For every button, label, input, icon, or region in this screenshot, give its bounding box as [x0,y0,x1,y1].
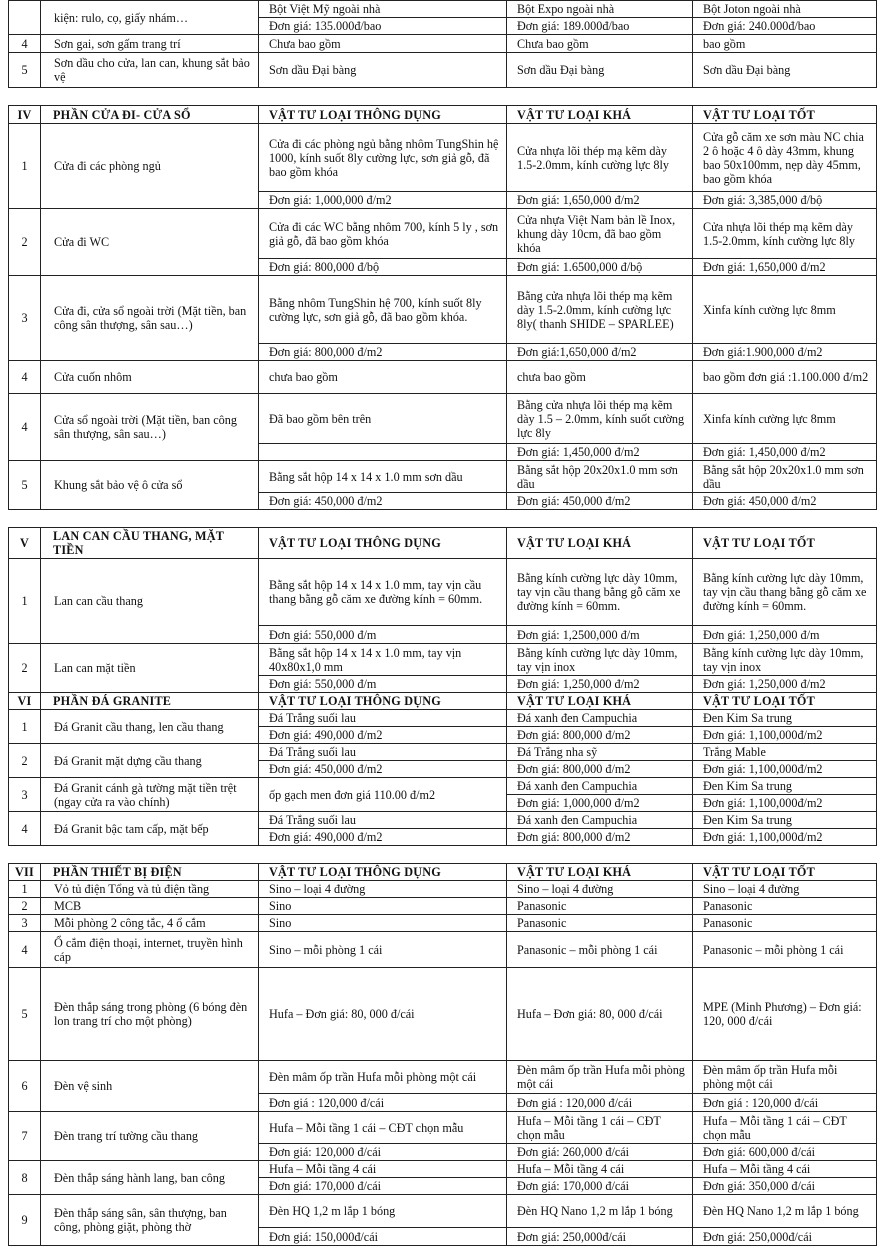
table-row [9,898,877,915]
grade-common-price: Đơn giá: 135.000đ/bao [259,18,507,35]
grade-fair-spec: Đèn mâm ốp trần Hufa mỗi phòng một cái [507,1061,693,1094]
grade-fair-spec: Bằng kính cường lực dày 10mm, tay vịn cầu thang bằng gỗ căm xe đường kính = 60mm. [507,559,693,626]
row-number: 4 [9,361,41,394]
row-number: 3 [9,915,41,932]
section-title: PHẦN THIẾT BỊ ĐIỆN [41,864,259,881]
table-row [9,559,877,626]
grade-good-price: Đơn giá: 1,100,000đ/m2 [693,829,877,846]
grade-fair-spec: Bằng cửa nhựa lõi thép mạ kẽm dày 1.5-2.0mm, kính cường lực 8ly( thanh SHIDE – SPARLEE) [507,276,693,344]
item-name: Đèn vệ sinh [41,1061,259,1112]
grade-common-price: Đơn giá: 800,000 đ/m2 [259,344,507,361]
grade-good-price: Đơn giá: 450,000 đ/m2 [693,493,877,510]
row-number: 6 [9,1061,41,1112]
grade-common-spec: Cửa đi các phòng ngủ bằng nhôm TungShin hệ 1000, kính suốt 8ly cường lực, sơn giả gỗ, đã bao gồm khóa [259,124,507,192]
section-spacer-row [9,510,877,528]
grade-good-spec: Đen Kim Sa trung [693,778,877,795]
grade-common-spec: Hufa – Mỗi tầng 4 cái [259,1161,507,1178]
table-row [9,915,877,932]
grade-common-cell: Sino [259,915,507,932]
grade-fair-cell: chưa bao gồm [507,361,693,394]
grade-fair-cell: Panasonic – mỗi phòng 1 cái [507,932,693,968]
item-name: Cửa sổ ngoài trời (Mặt tiền, ban công sân thượng, sân sau…) [41,394,259,461]
grade-common-price: Đơn giá: 550,000 đ/m [259,626,507,644]
grade-common-price: Đơn giá: 800,000 đ/bộ [259,259,507,276]
grade-fair-price: Đơn giá: 800,000 đ/m2 [507,761,693,778]
table-row [9,209,877,259]
grade-common-spec: Bằng nhôm TungShin hệ 700, kính suốt 8ly cường lực, sơn giả gỗ, đã bao gồm khóa. [259,276,507,344]
grade-good-header: VẬT TƯ LOẠI TỐT [693,693,877,710]
grade-good-spec: Xinfa kính cường lực 8mm [693,394,877,444]
table-row [9,812,877,829]
item-name: Đèn trang trí tường cầu thang [41,1112,259,1161]
grade-good-cell: Sino – loại 4 đường [693,881,877,898]
grade-good-price: Đơn giá: 350,000 đ/cái [693,1178,877,1195]
section-header-row [9,693,877,710]
grade-fair-price: Đơn giá: 1,650,000 đ/m2 [507,192,693,209]
row-number: 8 [9,1161,41,1195]
grade-good-price: Đơn giá: 1,100,000đ/m2 [693,761,877,778]
item-name: Cửa đi các phòng ngủ [41,124,259,209]
item-name: Cửa đi, cửa sổ ngoài trời (Mặt tiền, ban công sân thượng, sân sau…) [41,276,259,361]
grade-common-price: Đơn giá: 170,000 đ/cái [259,1178,507,1195]
grade-fair-price: Đơn giá: 1,250,000 đ/m2 [507,676,693,693]
item-name: Đá Granit mặt dựng cầu thang [41,744,259,778]
table-row [9,932,877,968]
grade-common-price: Đơn giá: 450,000 đ/m2 [259,761,507,778]
grade-good-spec: Đèn mâm ốp trần Hufa mỗi phòng một cái [693,1061,877,1094]
table-row [9,744,877,761]
row-number: 7 [9,1112,41,1161]
grade-good-spec: Bột Joton ngoài nhà [693,1,877,18]
grade-common-cell: Sơn dầu Đại bàng [259,53,507,88]
grade-fair-spec: Đèn HQ Nano 1,2 m lắp 1 bóng [507,1195,693,1228]
section-number: IV [9,106,41,124]
grade-good-spec: Hufa – Mỗi tầng 4 cái [693,1161,877,1178]
row-number: 5 [9,461,41,510]
grade-good-spec: Trắng Mable [693,744,877,761]
grade-good-cell: Panasonic [693,915,877,932]
grade-good-cell: MPE (Minh Phương) – Đơn giá: 120, 000 đ/cái [693,968,877,1061]
row-number: 4 [9,812,41,846]
section-header-row [9,106,877,124]
section-number: V [9,528,41,559]
grade-fair-price: Đơn giá:1,650,000 đ/m2 [507,344,693,361]
grade-fair-header: VẬT TƯ LOẠI KHÁ [507,106,693,124]
grade-fair-price: Đơn giá: 800,000 đ/m2 [507,727,693,744]
grade-good-spec: Bằng sắt hộp 20x20x1.0 mm sơn dầu [693,461,877,493]
item-name: Lan can mặt tiền [41,644,259,693]
grade-good-cell: Panasonic – mỗi phòng 1 cái [693,932,877,968]
item-name: Khung sắt bảo vệ ô cửa sổ [41,461,259,510]
grade-common-header: VẬT TƯ LOẠI THÔNG DỤNG [259,693,507,710]
grade-common-cell: Sino – loại 4 đường [259,881,507,898]
table-row [9,968,877,1061]
grade-common-cell: chưa bao gồm [259,361,507,394]
row-number: 1 [9,881,41,898]
grade-good-price: Đơn giá: 1,100,000đ/m2 [693,795,877,812]
section-number: VII [9,864,41,881]
material-price-table [8,0,877,1246]
grade-fair-spec: Hufa – Mỗi tầng 4 cái [507,1161,693,1178]
section-header-row [9,528,877,559]
grade-fair-header: VẬT TƯ LOẠI KHÁ [507,528,693,559]
section-title: PHẦN CỬA ĐI- CỬA SỔ [41,106,259,124]
row-number: 2 [9,898,41,915]
grade-fair-cell: Chưa bao gồm [507,35,693,53]
grade-good-price: Đơn giá: 1,250,000 đ/m2 [693,676,877,693]
grade-common-spec: Đá Trắng suối lau [259,710,507,727]
item-name: Lan can cầu thang [41,559,259,644]
grade-fair-price: Đơn giá: 189.000đ/bao [507,18,693,35]
grade-common-spec: Hufa – Mỗi tầng 1 cái – CĐT chọn mẫu [259,1112,507,1144]
section-title: PHẦN ĐÁ GRANITE [41,693,259,710]
grade-good-spec: Xinfa kính cường lực 8mm [693,276,877,344]
row-number: 1 [9,559,41,644]
row-number: 1 [9,710,41,744]
grade-fair-spec: Đá Trắng nha sỹ [507,744,693,761]
section-title: LAN CAN CẦU THANG, MẶT TIỀN [41,528,259,559]
table-row [9,1195,877,1228]
table-row [9,778,877,795]
grade-common-price: Đơn giá: 550,000 đ/m [259,676,507,693]
grade-common-price: Đơn giá: 490,000 đ/m2 [259,727,507,744]
grade-common-header: VẬT TƯ LOẠI THÔNG DỤNG [259,106,507,124]
grade-fair-cell: Sino – loại 4 đường [507,881,693,898]
section-number: VI [9,693,41,710]
grade-common-cell: Chưa bao gồm [259,35,507,53]
grade-fair-price: Đơn giá: 1,000,000 đ/m2 [507,795,693,812]
item-name: Ổ cắm điện thoại, internet, truyền hình cáp [41,932,259,968]
grade-common-cell: Sino [259,898,507,915]
item-name: Đèn thắp sáng hành lang, ban công [41,1161,259,1195]
row-number: 1 [9,124,41,209]
spacer-cell [9,510,877,528]
grade-good-cell: bao gồm đơn giá :1.100.000 đ/m2 [693,361,877,394]
item-name: Cửa cuốn nhôm [41,361,259,394]
grade-common-spec: Cửa đi các WC bằng nhôm 700, kính 5 ly , sơn giả gỗ, đã bao gồm khóa [259,209,507,259]
row-number: 5 [9,53,41,88]
grade-good-header: VẬT TƯ LOẠI TỐT [693,864,877,881]
table-row [9,1161,877,1178]
grade-fair-spec: Đá xanh đen Campuchia [507,710,693,727]
grade-good-price: Đơn giá: 240.000đ/bao [693,18,877,35]
grade-good-spec: Đen Kim Sa trung [693,812,877,829]
item-name: Sơn dầu cho cửa, lan can, khung sắt bảo vệ [41,53,259,88]
grade-common-spec: Đã bao gồm bên trên [259,394,507,444]
grade-fair-price: Đơn giá: 260,000 đ/cái [507,1144,693,1161]
table-row [9,710,877,727]
item-name: Đá Granit bậc tam cấp, mặt bếp [41,812,259,846]
grade-good-spec: Bằng kính cường lực dày 10mm, tay vịn inox [693,644,877,676]
grade-good-spec: Cửa nhựa lõi thép mạ kẽm dày 1.5-2.0mm, kính cường lực 8ly [693,209,877,259]
grade-common-cell: Sino – mỗi phòng 1 cái [259,932,507,968]
grade-common-header: VẬT TƯ LOẠI THÔNG DỤNG [259,864,507,881]
grade-common-price [259,444,507,461]
grade-good-price: Đơn giá:1.900,000 đ/m2 [693,344,877,361]
row-number: 4 [9,35,41,53]
grade-fair-header: VẬT TƯ LOẠI KHÁ [507,864,693,881]
section-spacer-row [9,88,877,106]
grade-fair-cell: Sơn dầu Đại bàng [507,53,693,88]
grade-fair-cell: Panasonic [507,915,693,932]
grade-good-cell: Panasonic [693,898,877,915]
grade-common-price: Đơn giá: 150,000đ/cái [259,1228,507,1246]
table-row [9,1112,877,1144]
grade-good-spec: Đèn HQ Nano 1,2 m lắp 1 bóng [693,1195,877,1228]
grade-good-cell: bao gồm [693,35,877,53]
grade-fair-spec: Cửa nhựa lõi thép mạ kẽm dày 1.5-2.0mm, kính cường lực 8ly [507,124,693,192]
row-number [9,1,41,35]
grade-good-header: VẬT TƯ LOẠI TỐT [693,106,877,124]
grade-fair-cell: Panasonic [507,898,693,915]
table-row [9,124,877,192]
grade-common-header: VẬT TƯ LOẠI THÔNG DỤNG [259,528,507,559]
item-name: Đèn thắp sáng trong phòng (6 bóng đèn lon trang trí cho một phòng) [41,968,259,1061]
grade-common-cell: Hufa – Đơn giá: 80, 000 đ/cái [259,968,507,1061]
item-name: Sơn gai, sơn gấm trang trí [41,35,259,53]
grade-good-spec: Hufa – Mỗi tầng 1 cái – CĐT chọn mẫu [693,1112,877,1144]
grade-fair-price: Đơn giá: 1,450,000 đ/m2 [507,444,693,461]
item-name: MCB [41,898,259,915]
grade-common-spec: Bằng sắt hộp 14 x 14 x 1.0 mm, tay vịn 40x80x1,0 mm [259,644,507,676]
row-number: 3 [9,778,41,812]
grade-fair-cell: Hufa – Đơn giá: 80, 000 đ/cái [507,968,693,1061]
grade-good-price: Đơn giá: 250,000đ/cái [693,1228,877,1246]
table-row [9,1,877,18]
table-row [9,1061,877,1094]
grade-fair-spec: Bằng cửa nhựa lõi thép mạ kẽm dày 1.5 – 2.0mm, kính suốt cường lực 8ly [507,394,693,444]
grade-good-price: Đơn giá: 1,250,000 đ/m [693,626,877,644]
grade-good-cell: Sơn dầu Đại bàng [693,53,877,88]
grade-common-cell: ốp gạch men đơn giá 110.00 đ/m2 [259,778,507,812]
item-name: Đá Granit cầu thang, len cầu thang [41,710,259,744]
row-number: 4 [9,394,41,461]
grade-good-header: VẬT TƯ LOẠI TỐT [693,528,877,559]
section-spacer-row [9,846,877,864]
grade-common-price: Đơn giá: 1,000,000 đ/m2 [259,192,507,209]
item-name: Mỗi phòng 2 công tắc, 4 ổ cắm [41,915,259,932]
grade-good-price: Đơn giá: 3,385,000 đ/bộ [693,192,877,209]
grade-common-price: Đơn giá: 120,000 đ/cái [259,1144,507,1161]
grade-good-price: Đơn giá: 600,000 đ/cái [693,1144,877,1161]
table-row [9,881,877,898]
grade-good-price: Đơn giá : 120,000 đ/cái [693,1094,877,1112]
grade-fair-price: Đơn giá: 450,000 đ/m2 [507,493,693,510]
item-name: Đèn thắp sáng sân, sân thượng, ban công, phòng giặt, phòng thờ [41,1195,259,1246]
row-number: 3 [9,276,41,361]
grade-common-spec: Bằng sắt hộp 14 x 14 x 1.0 mm, tay vịn cầu thang bằng gỗ căm xe đường kính = 60mm. [259,559,507,626]
table-row [9,394,877,444]
table-row [9,644,877,676]
table-row [9,276,877,344]
grade-fair-price: Đơn giá: 250,000đ/cái [507,1228,693,1246]
grade-fair-spec: Đá xanh đen Campuchia [507,812,693,829]
item-name: Cửa đi WC [41,209,259,276]
grade-fair-price: Đơn giá: 800,000 đ/m2 [507,829,693,846]
grade-common-spec: Bột Việt Mỹ ngoài nhà [259,1,507,18]
grade-fair-spec: Cửa nhựa Việt Nam bản lề Inox, khung dày 10cm, đã bao gồm khóa [507,209,693,259]
row-number: 2 [9,644,41,693]
table-row [9,461,877,493]
item-name: kiện: rulo, cọ, giấy nhám… [41,1,259,35]
grade-good-price: Đơn giá: 1,650,000 đ/m2 [693,259,877,276]
row-number: 9 [9,1195,41,1246]
grade-common-spec: Đá Trắng suối lau [259,812,507,829]
grade-fair-spec: Bằng kính cường lực dày 10mm, tay vịn inox [507,644,693,676]
spacer-cell [9,846,877,864]
row-number: 2 [9,744,41,778]
grade-fair-header: VẬT TƯ LOẠI KHÁ [507,693,693,710]
grade-fair-spec: Bằng sắt hộp 20x20x1.0 mm sơn dầu [507,461,693,493]
table-row [9,361,877,394]
grade-common-spec: Bằng sắt hộp 14 x 14 x 1.0 mm sơn dầu [259,461,507,493]
grade-fair-price: Đơn giá : 120,000 đ/cái [507,1094,693,1112]
item-name: Đá Granit cánh gà tường mặt tiền trệt (ngay cửa ra vào chính) [41,778,259,812]
grade-good-price: Đơn giá: 1,100,000đ/m2 [693,727,877,744]
table-row [9,35,877,53]
grade-common-price: Đơn giá: 490,000 đ/m2 [259,829,507,846]
quotation-page [8,0,876,1246]
item-name: Vỏ tủ điện Tổng và tủ điện tầng [41,881,259,898]
section-header-row [9,864,877,881]
grade-common-spec: Đèn mâm ốp trần Hufa mỗi phòng một cái [259,1061,507,1094]
grade-common-price: Đơn giá : 120,000 đ/cái [259,1094,507,1112]
grade-common-price: Đơn giá: 450,000 đ/m2 [259,493,507,510]
row-number: 4 [9,932,41,968]
grade-fair-price: Đơn giá: 1,2500,000 đ/m [507,626,693,644]
grade-fair-price: Đơn giá: 170,000 đ/cái [507,1178,693,1195]
grade-good-price: Đơn giá: 1,450,000 đ/m2 [693,444,877,461]
grade-fair-spec: Đá xanh đen Campuchia [507,778,693,795]
grade-fair-price: Đơn giá: 1.6500,000 đ/bộ [507,259,693,276]
grade-good-spec: Đen Kim Sa trung [693,710,877,727]
grade-common-spec: Đá Trắng suối lau [259,744,507,761]
grade-common-spec: Đèn HQ 1,2 m lắp 1 bóng [259,1195,507,1228]
grade-good-spec: Cửa gỗ căm xe sơn màu NC chia 2 ô hoặc 4 ô dày 43mm, khung bao 50x100mm, nẹp dày 45mm, bao gồm khóa [693,124,877,192]
spacer-cell [9,88,877,106]
row-number: 5 [9,968,41,1061]
grade-good-spec: Bằng kính cường lực dày 10mm, tay vịn cầu thang bằng gỗ căm xe đường kính = 60mm. [693,559,877,626]
row-number: 2 [9,209,41,276]
grade-fair-spec: Bột Expo ngoài nhà [507,1,693,18]
table-body [9,1,877,1246]
grade-fair-spec: Hufa – Mỗi tầng 1 cái – CĐT chọn mẫu [507,1112,693,1144]
table-row [9,53,877,88]
